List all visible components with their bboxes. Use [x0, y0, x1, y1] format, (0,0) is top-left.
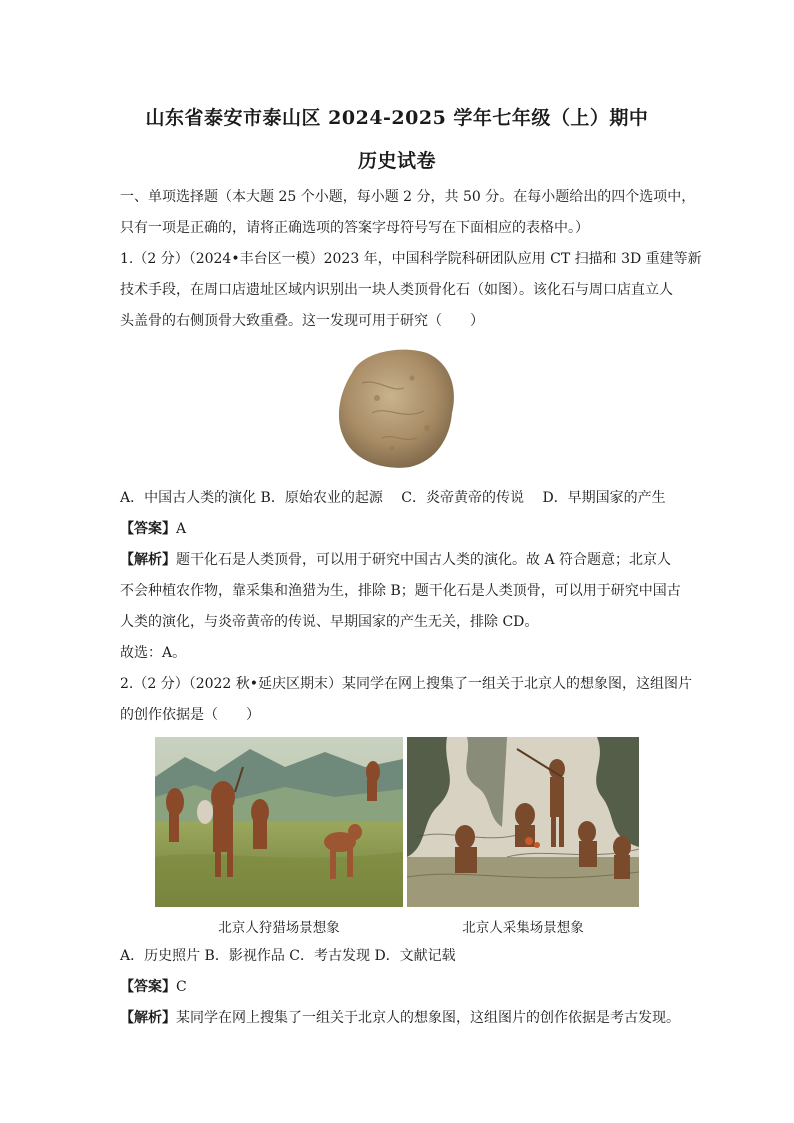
q1-analysis-line: 不会种植农作物，靠采集和渔猎为生，排除 B；题干化石是人类顶骨，可以用于研究中国古 [120, 583, 681, 599]
exam-title-line1: 山东省泰安市泰山区 2024-2025 学年七年级（上）期中 [145, 107, 649, 129]
q1-analysis-line [120, 550, 680, 570]
section-intro-line: 只有一项是正确的，请将正确选项的答案字母符号写在下面相应的表格中。） [120, 220, 589, 236]
hunting-scene-image [155, 737, 403, 907]
q2-answer [120, 977, 680, 997]
answer-label: 【答案】 [120, 979, 176, 995]
answer-label: 【答案】 [120, 521, 176, 537]
q2-answer-value: C [176, 979, 187, 995]
exam-title-line2: 历史试卷 [357, 150, 436, 172]
q2-stem-line: 的创作依据是（ ） [120, 707, 260, 723]
q2-analysis-text: 某同学在网上搜集了一组关于北京人的想象图，这组图片的创作依据是考古发现。 [176, 1010, 680, 1026]
q1-analysis-line: 人类的演化，与炎帝黄帝的传说、早期国家的产生无关，排除 CD。 [120, 614, 539, 630]
q1-stem-line: 技术手段，在周口店遗址区域内识别出一块人类顶骨化石（如图）。该化石与周口店直立人 [120, 282, 673, 298]
q2-stem-line: 2.（2 分）（2022 秋•延庆区期末）某同学在网上搜集了一组关于北京人的想象图，这组图片 [120, 676, 693, 692]
section-intro-line: 一、单项选择题（本大题 25 个小题，每小题 2 分，共 50 分。在每小题给出的四个选项中， [120, 189, 696, 205]
q1-stem-line: 头盖骨的右侧顶骨大致重叠。这一发现可用于研究（ ） [120, 313, 484, 329]
q1-answer [120, 519, 680, 539]
q2-options: A．历史照片 B．影视作品 C．考古发现 D．文献记载 [120, 948, 456, 964]
gathering-caption: 北京人采集场景想象 [462, 920, 584, 936]
parietal-fossil-image [332, 343, 460, 471]
q1-analysis-text: 题干化石是人类顶骨，可以用于研究中国古人类的演化。故 A 符合题意；北京人 [176, 552, 672, 568]
q1-conclusion: 故选：A。 [120, 645, 187, 661]
q1-stem-line: 1.（2 分）（2024•丰台区一模）2023 年，中国科学院科研团队应用 CT 扫描和 3D 重建等新 [120, 251, 702, 267]
q1-options: A．中国古人类的演化 B．原始农业的起源 C．炎帝黄帝的传说 D．早期国家的产生 [120, 490, 666, 506]
gathering-scene-image [407, 737, 639, 907]
q1-answer-value: A [176, 521, 187, 537]
q2-analysis-line [120, 1008, 680, 1028]
analysis-label: 【解析】 [120, 1010, 176, 1026]
analysis-label: 【解析】 [120, 552, 176, 568]
hunting-caption: 北京人狩猎场景想象 [218, 920, 340, 936]
